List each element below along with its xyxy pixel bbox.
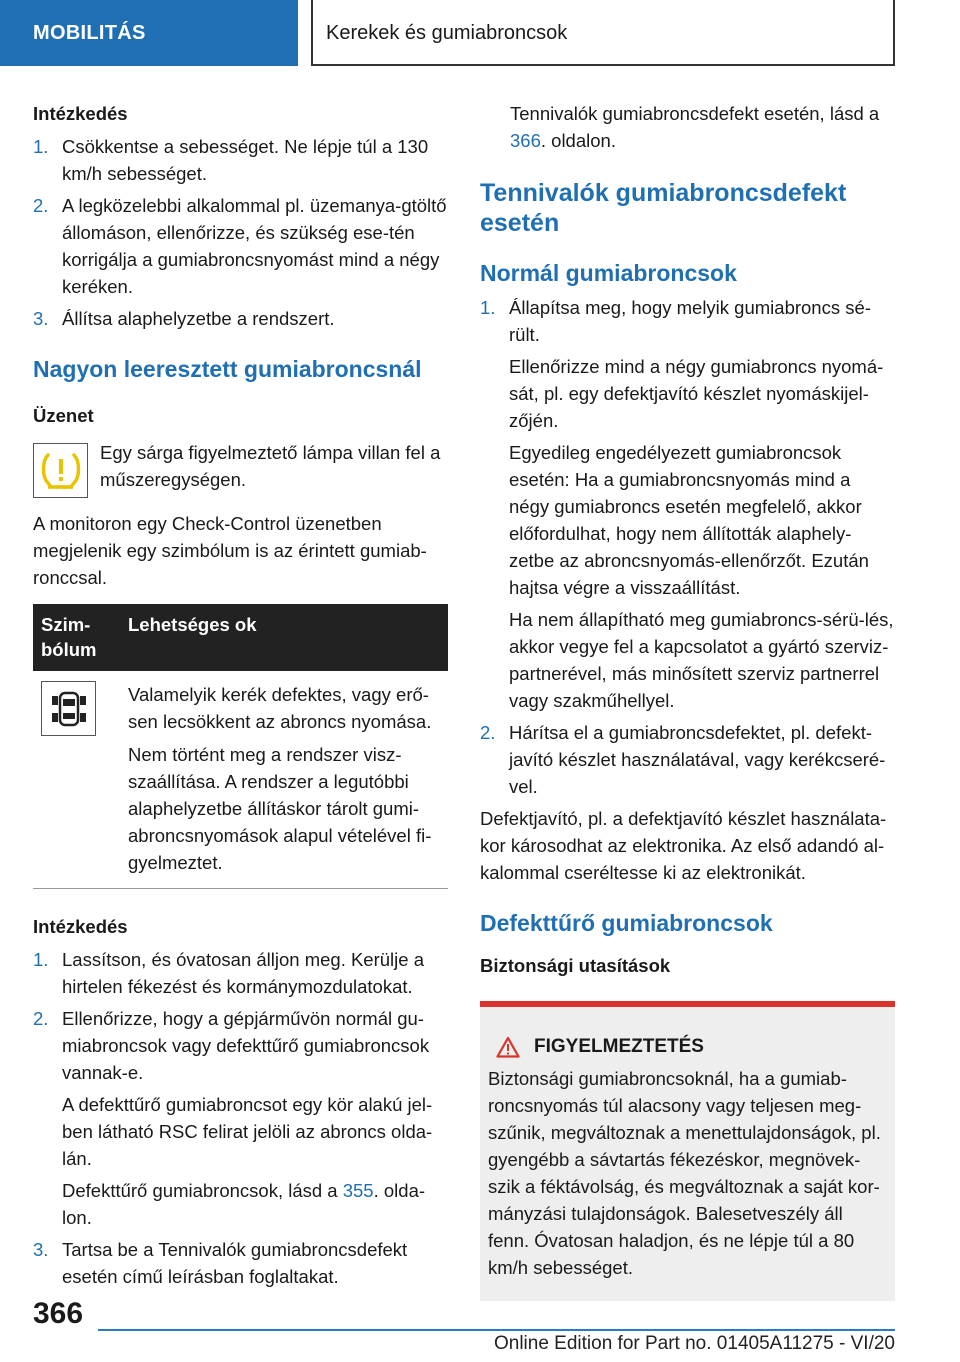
- page-number: 366: [33, 1297, 84, 1330]
- warning-title: FIGYELMEZTETÉS: [534, 1036, 704, 1057]
- col-header-symbol: Szim-bólum: [33, 604, 120, 671]
- normal-steps-list: [480, 294, 895, 800]
- left-column: [33, 100, 448, 1290]
- chapter-title: Kerekek és gumiabroncsok: [311, 0, 895, 66]
- message-text: Egy sárga figyelmeztető lámpa villan fel a műszeregységen.: [100, 442, 441, 490]
- measures-heading-2: Intézkedés: [33, 916, 128, 937]
- measures-list-2: [33, 946, 448, 1290]
- list-item: 3. Tartsa be a Tennivalók gumiabroncsdefekt esetén című leírásban foglaltakat.: [33, 1239, 408, 1287]
- page-ref-link[interactable]: 366: [510, 130, 541, 151]
- list-item: 1. Lassítson, és óvatosan álljon meg. Kerülje a hirtelen fékezést és kormánymozdulatokat.: [33, 949, 424, 997]
- electronics-text: Defektjavító, pl. a defektjavító készlet használata-kor károsodhat az elektronika. Az első adandó al-kalommal cseréltesse ki az elektronikát.: [480, 808, 887, 883]
- monitor-text: A monitoron egy Check-Control üzenetben megjelenik egy szimbólum is az érintett gumiab-ronccsal.: [33, 513, 427, 588]
- message-heading: Üzenet: [33, 405, 94, 426]
- section-heading: Tennivalók gumiabroncsdefekt esetén: [480, 179, 847, 237]
- symbol-table: [33, 604, 448, 889]
- warning-triangle-icon: [496, 1036, 520, 1058]
- edition-text: Online Edition for Part no. 01405A11275 - VI/20: [493, 1333, 895, 1354]
- warning-text: Biztonsági gumiabroncsoknál, ha a gumiab-roncsnyomás túl alacsony vagy teljesen meg-szűnik, megváltoznak a menettulajdonságok, pl. gyengébb a sávtartás fékezéskor, megnövek-szik a féktávolság, és megváltoznak a saját kor-mányzási tulajdonságok. Balesetveszély áll fenn. Óvatosan haladjon, és ne lépje túl a 80 km/h sebességet.: [488, 1068, 881, 1278]
- car-tire-symbol-icon: [41, 681, 96, 736]
- list-item: 1. Állapítsa meg, hogy melyik gumiabroncs sé-rült. Ellenőrizze mind a négy gumiabroncs nyomá-sát, pl. egy defektjavító készlet nyomáskijel-zőjén. Egyedileg engedélyezett gumiabroncsok esetén: Ha a gumiabroncsnyomás mind a négy gumiabroncs esetén megfelelő, akkor előfordulhat, hogy nem állították alaphely-zetbe az abroncsnyomás-ellenőrzőt. Ezután hajtsa végre a visszaállítást. Ha nem állapítható meg gumiabroncs-sérü-lés, akkor vegye fel a kapcsolatot a gyártó szerviz-partnerével, más minősített szerviz partnerrel vagy szakműhellyel.: [480, 297, 894, 711]
- sub-heading: Normál gumiabroncsok: [480, 260, 737, 286]
- right-column: [510, 100, 900, 154]
- list-item: 3. Állítsa alaphelyzetbe a rendszert.: [33, 308, 335, 329]
- warning-box: [480, 1001, 895, 1301]
- page-header: [0, 0, 960, 66]
- page-ref-link[interactable]: 355: [342, 1180, 374, 1201]
- col-header-causes: Lehetséges ok: [120, 604, 448, 671]
- list-item: 2. A legközelebbi alkalommal pl. üzemanya-gtöltő állomáson, ellenőrizze, és szükség ese-tén korrigálja a gumiabroncsnyomást mind a négy keréken.: [33, 195, 447, 297]
- safety-heading: Biztonsági utasítások: [480, 955, 671, 976]
- list-item: 1. Csökkentse a sebességet. Ne lépje túl a 130 km/h sebességet.: [33, 136, 429, 184]
- section-heading: Nagyon leeresztett gumiabroncsnál: [33, 356, 422, 382]
- list-item: 2. Hárítsa el a gumiabroncsdefektet, pl. defekt-javító készlet használatával, vagy kerékcseré-vel.: [480, 722, 886, 797]
- message-row: [33, 439, 448, 498]
- measures-heading: Intézkedés: [33, 103, 128, 124]
- section-tab: MOBILITÁS: [0, 0, 298, 66]
- footer-divider: [98, 1329, 895, 1331]
- table-row: [33, 671, 448, 889]
- sub-heading: Defekttűrő gumiabroncsok: [480, 910, 773, 936]
- cause-1: Valamelyik kerék defektes, vagy erő-sen lecsökkent az abroncs nyomása.: [128, 684, 432, 732]
- intro-text: Tennivalók gumiabroncsdefekt esetén, lásd a 366. oldalon.: [510, 103, 880, 151]
- right-column-main: [480, 178, 895, 1301]
- tire-pressure-warning-icon: [33, 443, 88, 498]
- measures-list: [33, 133, 448, 332]
- cause-2: Nem történt meg a rendszer visz-szaállítása. A rendszer a legutóbbi alaphelyzetbe állításkor tárolt gumi-abroncsnyomások alapul vételével fi-gyelmeztet.: [128, 744, 432, 873]
- list-item: 2. Ellenőrizze, hogy a gépjárművön normál gu-miabroncsok vagy defekttűrő gumiabroncsok vannak-e. A defekttűrő gumiabroncsot egy kör alakú jel-ben látható RSC felirat jelöli az abroncs olda-lán. Defekttűrő gumiabroncsok, lásd a 355. olda-lon.: [33, 1008, 433, 1228]
